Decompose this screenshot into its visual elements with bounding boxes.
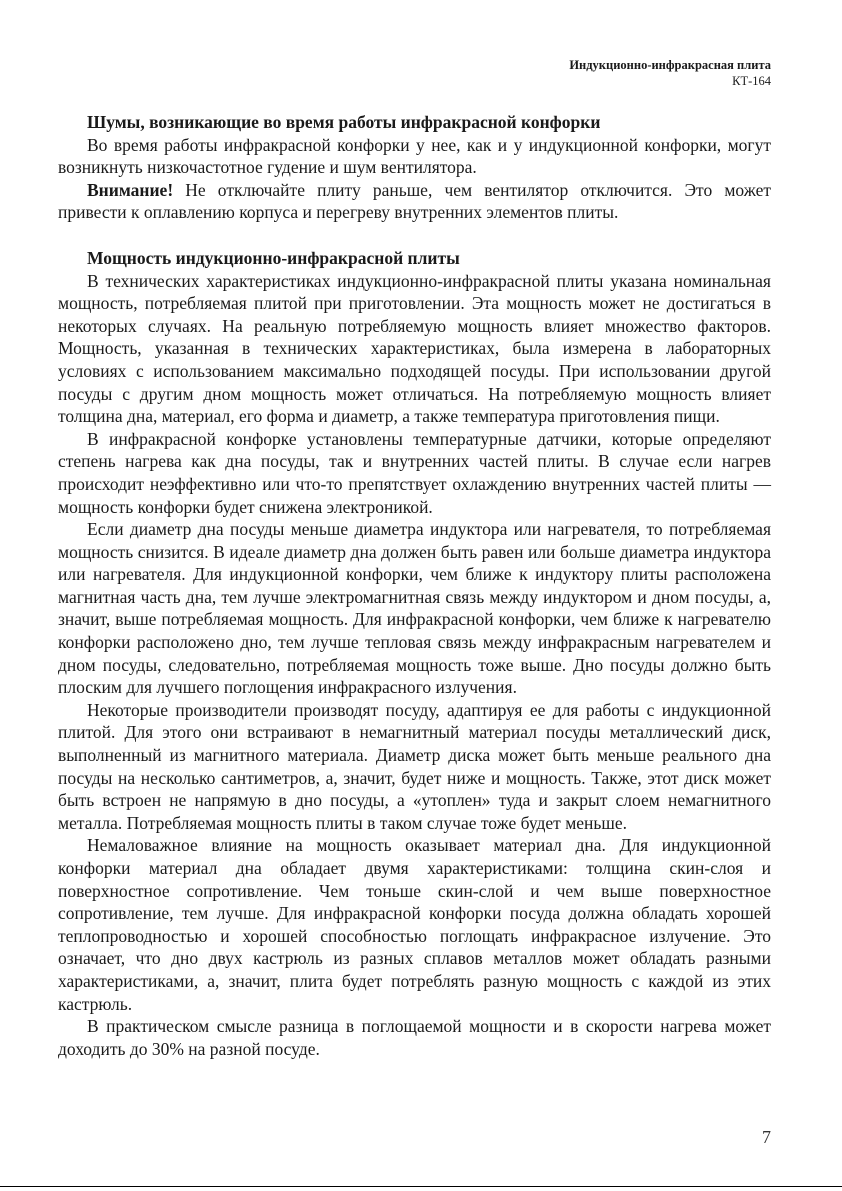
paragraph: Немаловажное влияние на мощность оказывает материал дна. Для индукционной конфорки материал дна обладает двумя характеристиками: толщина скин-слоя и поверхностное сопротивление. Чем тоньше скин-слой и чем выше поверхностное сопротивление, тем лучше. Для инфракрасной конфорки посуда должна обладать хорошей теплопроводностью и хорошей способностью поглощать инфракрасное излучение. Это означает, что дно двух кастрюль из разных сплавов металлов может обладать разными характеристиками, а, значит, плита будет потреблять разную мощность с каждой из этих кастрюль.: [58, 835, 771, 1014]
page-number: 7: [762, 1127, 771, 1147]
paragraph: В технических характеристиках индукционно-инфракрасной плиты указана номинальная мощность, потребляемая плитой при приготовлении. Эта мощность может не достигаться в некоторых случаях. На реальную потребляемую мощность влияет множество факторов. Мощность, указанная в технических характеристиках, была измерена в лабораторных условиях с использованием максимально подходящей посуды. При использовании другой посуды с другим дном мощность может отличаться. На потребляемую мощность влияет толщина дна, материал, его форма и диаметр, а также температура приготовления пищи.: [58, 270, 771, 427]
bottom-divider: [0, 1186, 842, 1187]
header-product-name: Индукционно-инфракрасная плита: [569, 58, 771, 72]
paragraph: В практическом смысле разница в поглощаемой мощности и в скорости нагрева может доходить до 30% на разной посуде.: [58, 1016, 771, 1059]
section-title-power: Мощность индукционно-инфракрасной плиты: [87, 247, 460, 268]
paragraph-noise: Во время работы инфракрасной конфорки у нее, как и у индукционной конфорки, могут возникнуть низкочастотное гудение и шум вентилятора.: [58, 134, 771, 178]
paragraph: Некоторые производители производят посуду, адаптируя ее для работы с индукционной плитой. Для этого они встраивают в немагнитный материал посуды металлический диск, выполненный из магнитного материала. Диаметр диска может быть меньше реального дна посуды на несколько сантиметров, а, значит, будет ниже и мощность. Также, этот диск может быть встроен не напрямую в дно посуды, а «утоплен» туда и закрыт слоем немагнитного металла. Потребляемая мощность плиты в таком случае тоже будет меньше.: [58, 699, 771, 833]
paragraph: Если диаметр дна посуды меньше диаметра индуктора или нагревателя, то потребляемая мощность снизится. В идеале диаметр дна должен быть равен или больше диаметра индуктора или нагревателя. Для индукционной конфорки, чем ближе к индуктору плиты расположена магнитная часть дна, тем лучше электромагнитная связь между индуктором и дном посуды, а, значит, выше потребляемая мощность. Для инфракрасной конфорки, чем ближе к нагревателю конфорки расположено дно, тем лучше тепловая связь между инфракрасным нагревателем и дном посуды, следовательно, потребляемая мощность тоже выше. Дно посуды должно быть плоским для лучшего поглощения инфракрасного излучения.: [58, 519, 771, 698]
paragraph-attention: [58, 179, 771, 224]
section-title-noise: Шумы, возникающие во время работы инфракрасной конфорки: [87, 112, 601, 132]
attention-text: Не отключайте плиту раньше, чем вентилятор отключится. Это может привести к оплавлению корпуса и перегреву внутренних элементов плиты.: [58, 179, 771, 223]
running-header: [569, 57, 771, 89]
paragraph: В инфракрасной конфорке установлены температурные датчики, которые определяют степень нагрева как дна посуды, так и внутренних частей плиты. В случае если нагрев происходит неэффективно или что-то препятствует охлаждению внутренних частей плиты — мощность конфорки будет снижена электроникой.: [58, 428, 771, 517]
page-content: [58, 111, 771, 1060]
attention-label: Внимание!: [87, 179, 174, 200]
header-model-number: КТ-164: [732, 74, 771, 88]
